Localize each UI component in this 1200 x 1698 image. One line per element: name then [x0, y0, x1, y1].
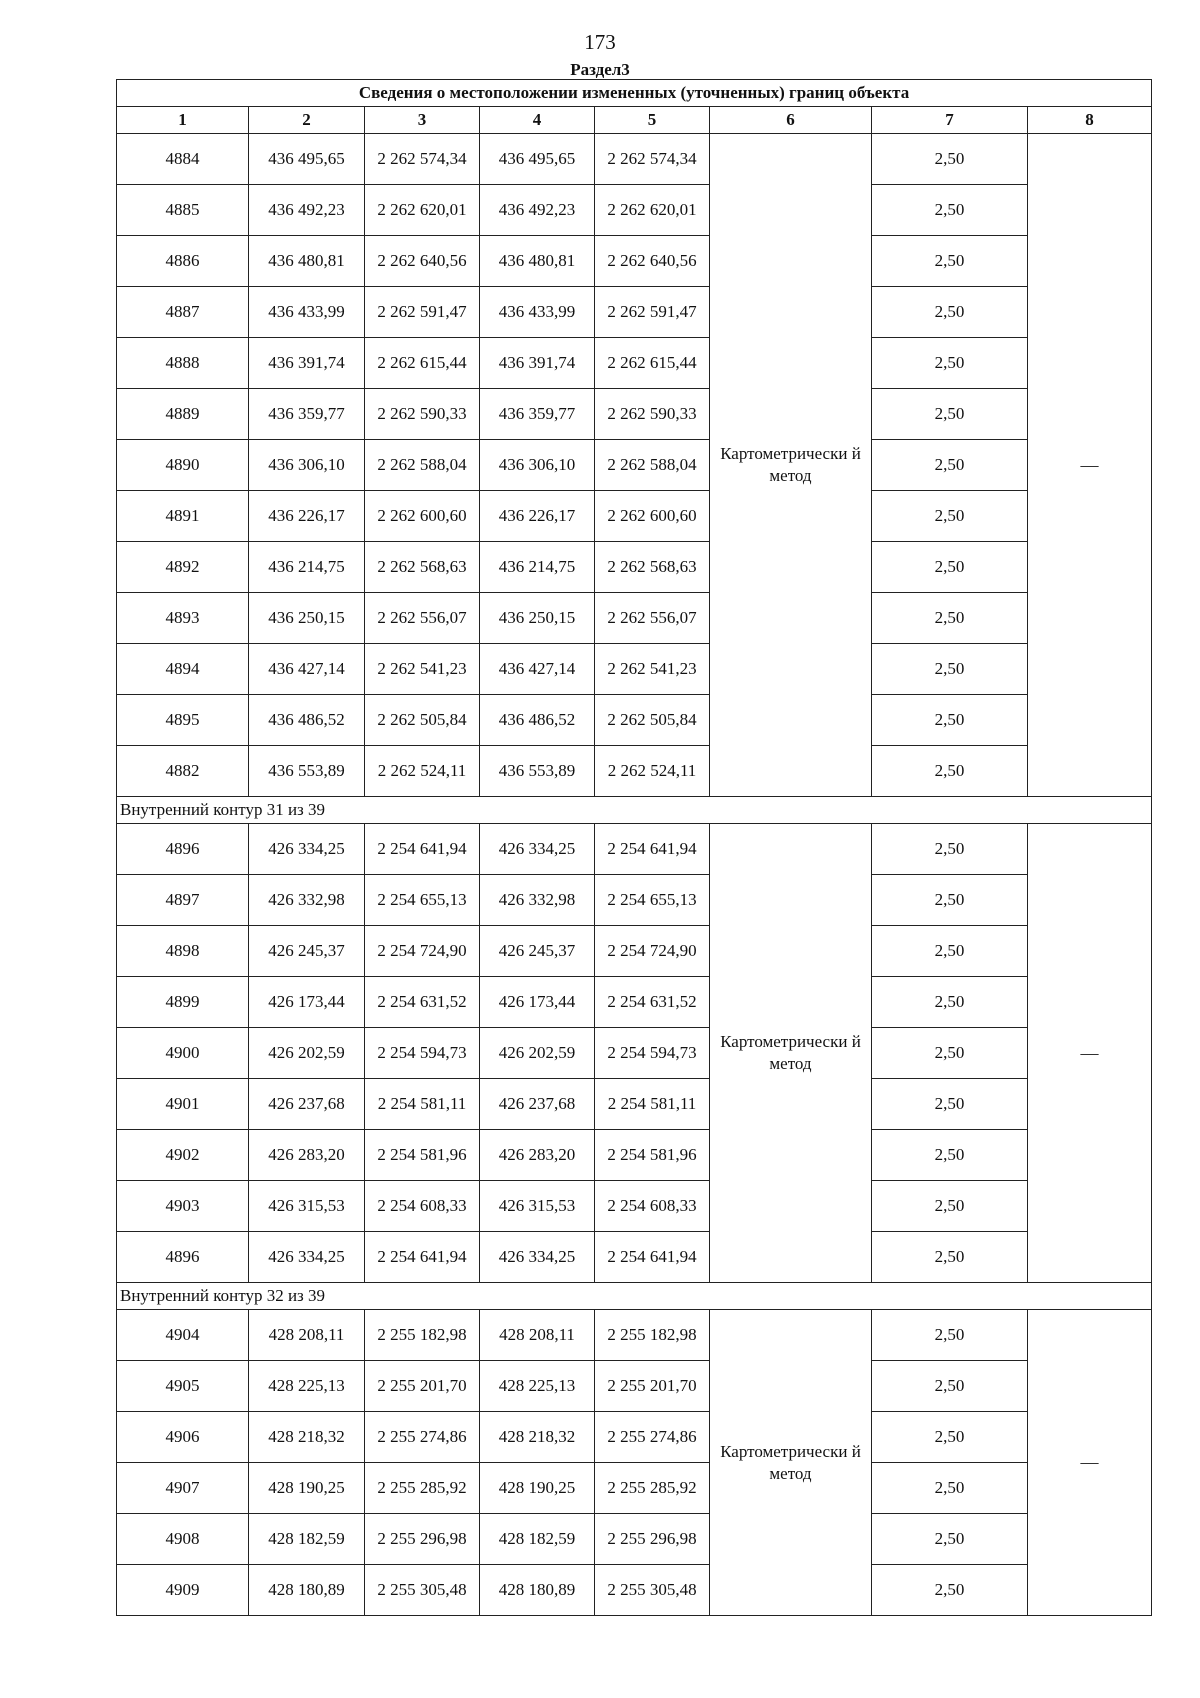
- y-coordinate-new: 2 254 655,13: [595, 875, 710, 926]
- table-row: [117, 236, 1152, 287]
- x-coordinate-new: 436 495,65: [480, 134, 595, 185]
- y-coordinate-existing: 2 255 305,48: [365, 1565, 480, 1616]
- y-coordinate-new: 2 262 590,33: [595, 389, 710, 440]
- y-coordinate-existing: 2 262 600,60: [365, 491, 480, 542]
- x-coordinate-new: 436 480,81: [480, 236, 595, 287]
- table-row: [117, 977, 1152, 1028]
- accuracy-value: 2,50: [872, 746, 1028, 797]
- x-coordinate-new: 428 225,13: [480, 1361, 595, 1412]
- table-row: [117, 287, 1152, 338]
- x-coordinate-new: 436 359,77: [480, 389, 595, 440]
- point-number: 4903: [117, 1181, 249, 1232]
- accuracy-value: 2,50: [872, 695, 1028, 746]
- x-coordinate-existing: 436 492,23: [249, 185, 365, 236]
- y-coordinate-new: 2 255 274,86: [595, 1412, 710, 1463]
- x-coordinate-new: 436 427,14: [480, 644, 595, 695]
- table-row: [117, 644, 1152, 695]
- column-header: 2: [249, 107, 365, 134]
- x-coordinate-existing: 428 190,25: [249, 1463, 365, 1514]
- contour-row: [117, 1283, 1152, 1310]
- point-number: 4891: [117, 491, 249, 542]
- point-number: 4905: [117, 1361, 249, 1412]
- y-coordinate-new: 2 254 581,11: [595, 1079, 710, 1130]
- x-coordinate-new: 436 250,15: [480, 593, 595, 644]
- accuracy-value: 2,50: [872, 644, 1028, 695]
- x-coordinate-new: 428 218,32: [480, 1412, 595, 1463]
- point-number: 4900: [117, 1028, 249, 1079]
- y-coordinate-existing: 2 255 182,98: [365, 1310, 480, 1361]
- y-coordinate-new: 2 254 608,33: [595, 1181, 710, 1232]
- x-coordinate-existing: 426 315,53: [249, 1181, 365, 1232]
- x-coordinate-existing: 436 433,99: [249, 287, 365, 338]
- point-number: 4892: [117, 542, 249, 593]
- accuracy-value: 2,50: [872, 1181, 1028, 1232]
- x-coordinate-existing: 428 180,89: [249, 1565, 365, 1616]
- accuracy-value: 2,50: [872, 134, 1028, 185]
- x-coordinate-existing: 436 427,14: [249, 644, 365, 695]
- table-row: [117, 1079, 1152, 1130]
- y-coordinate-new: 2 262 541,23: [595, 644, 710, 695]
- x-coordinate-existing: 436 226,17: [249, 491, 365, 542]
- method-cell: Картометрически й метод: [710, 134, 872, 797]
- accuracy-value: 2,50: [872, 1310, 1028, 1361]
- x-coordinate-existing: 436 359,77: [249, 389, 365, 440]
- accuracy-value: 2,50: [872, 1130, 1028, 1181]
- x-coordinate-new: 426 245,37: [480, 926, 595, 977]
- column-8-dash: —: [1028, 1310, 1152, 1616]
- accuracy-value: 2,50: [872, 977, 1028, 1028]
- y-coordinate-new: 2 255 305,48: [595, 1565, 710, 1616]
- x-coordinate-new: 436 391,74: [480, 338, 595, 389]
- table-row: [117, 1028, 1152, 1079]
- accuracy-value: 2,50: [872, 1463, 1028, 1514]
- x-coordinate-existing: 428 208,11: [249, 1310, 365, 1361]
- y-coordinate-new: 2 255 285,92: [595, 1463, 710, 1514]
- table-title-row: [117, 80, 1152, 107]
- x-coordinate-existing: 436 306,10: [249, 440, 365, 491]
- x-coordinate-existing: 426 202,59: [249, 1028, 365, 1079]
- x-coordinate-new: 426 237,68: [480, 1079, 595, 1130]
- x-coordinate-existing: 428 182,59: [249, 1514, 365, 1565]
- accuracy-value: 2,50: [872, 236, 1028, 287]
- accuracy-value: 2,50: [872, 287, 1028, 338]
- accuracy-value: 2,50: [872, 1514, 1028, 1565]
- contour-label: Внутренний контур 31 из 39: [117, 797, 1152, 824]
- y-coordinate-existing: 2 262 568,63: [365, 542, 480, 593]
- y-coordinate-existing: 2 262 615,44: [365, 338, 480, 389]
- y-coordinate-existing: 2 262 524,11: [365, 746, 480, 797]
- table-title: Сведения о местоположении измененных (уточненных) границ объекта: [117, 80, 1152, 107]
- x-coordinate-new: 426 332,98: [480, 875, 595, 926]
- point-number: 4899: [117, 977, 249, 1028]
- y-coordinate-existing: 2 255 296,98: [365, 1514, 480, 1565]
- x-coordinate-new: 436 306,10: [480, 440, 595, 491]
- point-number: 4908: [117, 1514, 249, 1565]
- table-row: [117, 1232, 1152, 1283]
- y-coordinate-new: 2 254 581,96: [595, 1130, 710, 1181]
- x-coordinate-new: 436 214,75: [480, 542, 595, 593]
- point-number: 4887: [117, 287, 249, 338]
- x-coordinate-new: 436 226,17: [480, 491, 595, 542]
- x-coordinate-existing: 426 334,25: [249, 1232, 365, 1283]
- column-number-row: [117, 107, 1152, 134]
- column-header: 3: [365, 107, 480, 134]
- x-coordinate-existing: 436 486,52: [249, 695, 365, 746]
- y-coordinate-new: 2 262 568,63: [595, 542, 710, 593]
- x-coordinate-existing: 436 250,15: [249, 593, 365, 644]
- table-row: [117, 1130, 1152, 1181]
- x-coordinate-new: 426 283,20: [480, 1130, 595, 1181]
- x-coordinate-existing: 428 218,32: [249, 1412, 365, 1463]
- y-coordinate-new: 2 262 615,44: [595, 338, 710, 389]
- column-header: 5: [595, 107, 710, 134]
- x-coordinate-new: 428 180,89: [480, 1565, 595, 1616]
- x-coordinate-existing: 436 480,81: [249, 236, 365, 287]
- accuracy-value: 2,50: [872, 440, 1028, 491]
- accuracy-value: 2,50: [872, 542, 1028, 593]
- y-coordinate-new: 2 255 296,98: [595, 1514, 710, 1565]
- y-coordinate-existing: 2 254 581,96: [365, 1130, 480, 1181]
- point-number: 4907: [117, 1463, 249, 1514]
- x-coordinate-new: 436 553,89: [480, 746, 595, 797]
- x-coordinate-existing: 426 332,98: [249, 875, 365, 926]
- method-cell: Картометрически й метод: [710, 1310, 872, 1616]
- point-number: 4895: [117, 695, 249, 746]
- point-number: 4886: [117, 236, 249, 287]
- x-coordinate-existing: 436 214,75: [249, 542, 365, 593]
- accuracy-value: 2,50: [872, 491, 1028, 542]
- x-coordinate-new: 428 208,11: [480, 1310, 595, 1361]
- accuracy-value: 2,50: [872, 593, 1028, 644]
- y-coordinate-new: 2 262 620,01: [595, 185, 710, 236]
- y-coordinate-existing: 2 254 724,90: [365, 926, 480, 977]
- section-title: Раздел3: [570, 60, 630, 79]
- x-coordinate-new: 426 334,25: [480, 1232, 595, 1283]
- point-number: 4904: [117, 1310, 249, 1361]
- method-cell: Картометрически й метод: [710, 824, 872, 1283]
- contour-label: Внутренний контур 32 из 39: [117, 1283, 1152, 1310]
- column-8-dash: —: [1028, 824, 1152, 1283]
- column-header: 8: [1028, 107, 1152, 134]
- table-row: [117, 338, 1152, 389]
- x-coordinate-existing: 426 237,68: [249, 1079, 365, 1130]
- x-coordinate-existing: 436 495,65: [249, 134, 365, 185]
- y-coordinate-new: 2 262 524,11: [595, 746, 710, 797]
- y-coordinate-existing: 2 262 588,04: [365, 440, 480, 491]
- x-coordinate-existing: 428 225,13: [249, 1361, 365, 1412]
- table-row: [117, 491, 1152, 542]
- table-row: [117, 185, 1152, 236]
- table-row: [117, 1565, 1152, 1616]
- x-coordinate-new: 428 190,25: [480, 1463, 595, 1514]
- point-number: 4882: [117, 746, 249, 797]
- y-coordinate-existing: 2 254 655,13: [365, 875, 480, 926]
- accuracy-value: 2,50: [872, 1232, 1028, 1283]
- x-coordinate-new: 426 334,25: [480, 824, 595, 875]
- table-row: [117, 1463, 1152, 1514]
- accuracy-value: 2,50: [872, 185, 1028, 236]
- table-row: [117, 134, 1152, 185]
- y-coordinate-new: 2 254 641,94: [595, 1232, 710, 1283]
- table-row: [117, 695, 1152, 746]
- y-coordinate-existing: 2 254 631,52: [365, 977, 480, 1028]
- y-coordinate-existing: 2 262 541,23: [365, 644, 480, 695]
- table-row: [117, 1361, 1152, 1412]
- y-coordinate-new: 2 255 182,98: [595, 1310, 710, 1361]
- point-number: 4909: [117, 1565, 249, 1616]
- page-number: 173: [584, 30, 616, 54]
- point-number: 4906: [117, 1412, 249, 1463]
- x-coordinate-existing: 426 334,25: [249, 824, 365, 875]
- point-number: 4888: [117, 338, 249, 389]
- x-coordinate-existing: 436 553,89: [249, 746, 365, 797]
- y-coordinate-new: 2 254 631,52: [595, 977, 710, 1028]
- y-coordinate-existing: 2 262 590,33: [365, 389, 480, 440]
- y-coordinate-existing: 2 262 574,34: [365, 134, 480, 185]
- x-coordinate-new: 436 492,23: [480, 185, 595, 236]
- accuracy-value: 2,50: [872, 1565, 1028, 1616]
- table-row: [117, 389, 1152, 440]
- y-coordinate-existing: 2 254 608,33: [365, 1181, 480, 1232]
- point-number: 4890: [117, 440, 249, 491]
- table-row: [117, 875, 1152, 926]
- y-coordinate-existing: 2 254 641,94: [365, 824, 480, 875]
- table-row: [117, 593, 1152, 644]
- boundary-coordinates-table: [116, 79, 1152, 1616]
- accuracy-value: 2,50: [872, 338, 1028, 389]
- y-coordinate-existing: 2 262 591,47: [365, 287, 480, 338]
- table-row: [117, 1514, 1152, 1565]
- x-coordinate-new: 428 182,59: [480, 1514, 595, 1565]
- table-row: [117, 440, 1152, 491]
- point-number: 4889: [117, 389, 249, 440]
- point-number: 4884: [117, 134, 249, 185]
- accuracy-value: 2,50: [872, 1412, 1028, 1463]
- x-coordinate-new: 426 202,59: [480, 1028, 595, 1079]
- column-header: 4: [480, 107, 595, 134]
- table-row: [117, 1310, 1152, 1361]
- x-coordinate-new: 436 486,52: [480, 695, 595, 746]
- y-coordinate-existing: 2 254 581,11: [365, 1079, 480, 1130]
- accuracy-value: 2,50: [872, 824, 1028, 875]
- point-number: 4885: [117, 185, 249, 236]
- column-8-dash: —: [1028, 134, 1152, 797]
- accuracy-value: 2,50: [872, 875, 1028, 926]
- point-number: 4897: [117, 875, 249, 926]
- y-coordinate-existing: 2 262 505,84: [365, 695, 480, 746]
- point-number: 4902: [117, 1130, 249, 1181]
- y-coordinate-existing: 2 262 620,01: [365, 185, 480, 236]
- accuracy-value: 2,50: [872, 1028, 1028, 1079]
- y-coordinate-new: 2 254 724,90: [595, 926, 710, 977]
- y-coordinate-new: 2 262 574,34: [595, 134, 710, 185]
- x-coordinate-new: 426 173,44: [480, 977, 595, 1028]
- y-coordinate-new: 2 262 591,47: [595, 287, 710, 338]
- x-coordinate-new: 426 315,53: [480, 1181, 595, 1232]
- column-header: 1: [117, 107, 249, 134]
- table-row: [117, 926, 1152, 977]
- y-coordinate-new: 2 254 641,94: [595, 824, 710, 875]
- point-number: 4901: [117, 1079, 249, 1130]
- y-coordinate-existing: 2 254 641,94: [365, 1232, 480, 1283]
- y-coordinate-existing: 2 255 201,70: [365, 1361, 480, 1412]
- point-number: 4896: [117, 824, 249, 875]
- table-row: [117, 1181, 1152, 1232]
- y-coordinate-existing: 2 262 640,56: [365, 236, 480, 287]
- point-number: 4893: [117, 593, 249, 644]
- y-coordinate-new: 2 262 640,56: [595, 236, 710, 287]
- accuracy-value: 2,50: [872, 389, 1028, 440]
- x-coordinate-existing: 436 391,74: [249, 338, 365, 389]
- y-coordinate-new: 2 254 594,73: [595, 1028, 710, 1079]
- y-coordinate-new: 2 262 588,04: [595, 440, 710, 491]
- table-row: [117, 824, 1152, 875]
- x-coordinate-existing: 426 283,20: [249, 1130, 365, 1181]
- point-number: 4898: [117, 926, 249, 977]
- accuracy-value: 2,50: [872, 926, 1028, 977]
- y-coordinate-existing: 2 262 556,07: [365, 593, 480, 644]
- column-header: 7: [872, 107, 1028, 134]
- accuracy-value: 2,50: [872, 1361, 1028, 1412]
- contour-row: [117, 797, 1152, 824]
- x-coordinate-existing: 426 245,37: [249, 926, 365, 977]
- y-coordinate-new: 2 262 556,07: [595, 593, 710, 644]
- y-coordinate-existing: 2 254 594,73: [365, 1028, 480, 1079]
- y-coordinate-new: 2 262 505,84: [595, 695, 710, 746]
- table-row: [117, 542, 1152, 593]
- accuracy-value: 2,50: [872, 1079, 1028, 1130]
- point-number: 4894: [117, 644, 249, 695]
- y-coordinate-existing: 2 255 274,86: [365, 1412, 480, 1463]
- x-coordinate-new: 436 433,99: [480, 287, 595, 338]
- y-coordinate-new: 2 262 600,60: [595, 491, 710, 542]
- point-number: 4896: [117, 1232, 249, 1283]
- table-row: [117, 746, 1152, 797]
- y-coordinate-existing: 2 255 285,92: [365, 1463, 480, 1514]
- column-header: 6: [710, 107, 872, 134]
- table-row: [117, 1412, 1152, 1463]
- x-coordinate-existing: 426 173,44: [249, 977, 365, 1028]
- y-coordinate-new: 2 255 201,70: [595, 1361, 710, 1412]
